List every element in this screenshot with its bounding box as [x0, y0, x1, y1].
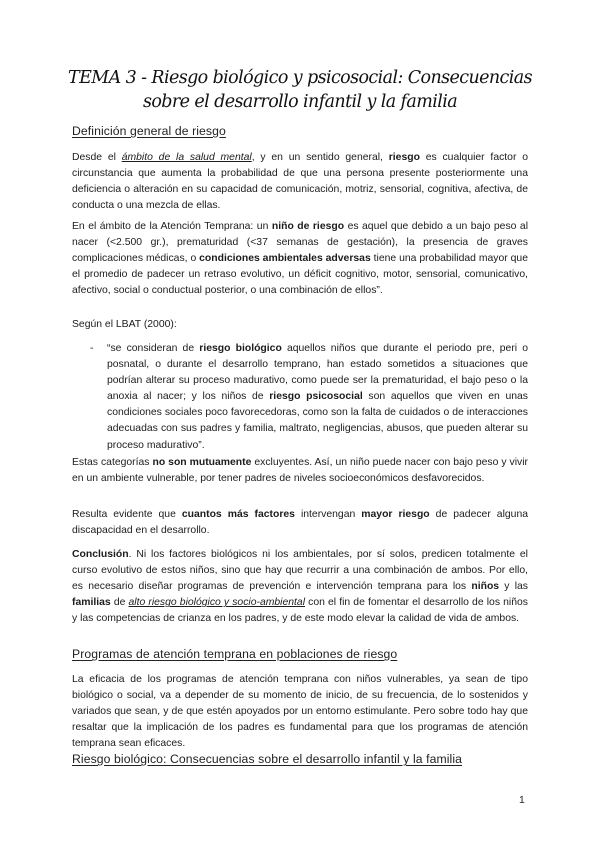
document-title: TEMA 3 - Riesgo biológico y psicosocial: Consecuencias sobre el desarrollo infantil y la familia [68, 68, 532, 112]
link-ambito-salud-mental[interactable]: ámbito de la salud mental [121, 152, 252, 163]
paragraph-categorias: Estas categorías no son mutuamente excluyentes. Así, un niño puede nacer con bajo peso y vivir en un ambiente vulnerable, por tener padres de niveles socioeconómicos desfavorecidos. [72, 457, 529, 485]
paragraph-atencion-temprana: En el ámbito de la Atención Temprana: un niño de riesgo es aquel que debido a un bajo peso al nacer (<2.500 gr.), prematuridad (<37 semanas de gestación), la presencia de graves complicaciones médicas, o condiciones ambientales adversas tiene una probabilidad mayor que el promedio de padecer un retraso evolutivo, un déficit cognitivo, motor, sensorial, comunicativo, afectivo, social o conductual posterior, o una combinación de ellos”. [72, 221, 528, 297]
bullet-dash: - [90, 343, 94, 354]
heading-definicion: Definición general de riesgo [72, 124, 226, 138]
heading-riesgo-biologico: Riesgo biológico: Consecuencias sobre el desarrollo infantil y la familia [72, 752, 463, 766]
page-number: 1 [519, 795, 525, 806]
heading-programas: Programas de atención temprana en poblaciones de riesgo [72, 647, 398, 661]
paragraph-lbat: Según el LBAT (2000): [72, 319, 177, 330]
link-alto-riesgo[interactable]: alto riesgo biológico y socio-ambiental [128, 597, 306, 609]
paragraph-factores: Resulta evidente que cuantos más factores intervengan mayor riesgo de padecer alguna discapacidad en el desarrollo. [72, 509, 528, 537]
paragraph-definicion-riesgo: Desde el ámbito de la salud mental, y en un sentido general, riesgo es cualquier factor o circunstancia que aumenta la probabilidad de que una persona presente posteriormente una deficiencia o alteración en su capacidad de comunicación, motriz, sensorial, cognitiva, afectiva, de conducta o una mezcla de ellas. [72, 152, 528, 212]
quote-lbat: “se consideran de riesgo biológico aquellos niños que durante el periodo pre, peri o posnatal, o durante el desarrollo temprano, han estado sometidos a situaciones que podrían alterar su proceso madurativo, como puede ser la prematuridad, el bajo peso o la anoxia al nacer; y los niños de riesgo psicosocial son aquellos que viven en unas condiciones sociales poco favorecedoras, como son la falta de cuidados o de interacciones adecuadas con sus padres y familia, maltrato, negligencias, abusos, que pueden alterar su proceso madurativo”. [107, 343, 529, 451]
paragraph-programas: La eficacia de los programas de atención temprana con niños vulnerables, ya sean de tipo biológico o social, va a depender de su momento de inicio, de su frecuencia, de lo sostenidos y variados que sean, y de que estén apoyados por un entorno estimulante. Pero sobre todo hay que resaltar que la implicación de los padres es fundamental para que los programas de atención temprana sean eficaces. [72, 674, 528, 750]
paragraph-conclusion: Conclusión. Ni los factores biológicos ni los ambientales, por sí solos, predicen totalmente el curso evolutivo de estos niños, sino que hay que recurrir a una combinación de ambos. Por ello, es necesario diseñar programas de prevención e intervención temprana para los niños y las familias de alto riesgo biológico y socio-ambiental con el fin de fomentar el desarrollo de los niños y las competencias de crianza en los padres, y de este modo elevar la calidad de vida de ambos. [72, 549, 528, 625]
